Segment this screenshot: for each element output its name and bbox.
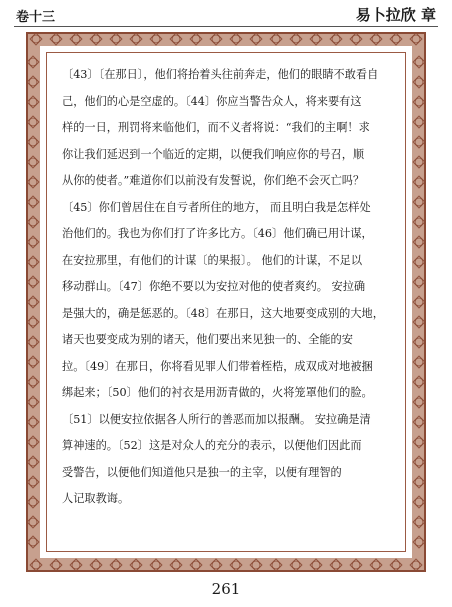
frame-ornament-motif xyxy=(413,216,425,228)
frame-ornament-motif xyxy=(27,116,39,128)
frame-ornament-motif xyxy=(415,278,423,286)
frame-ornament-motif xyxy=(292,35,300,43)
frame-ornament-motif xyxy=(413,296,425,308)
frame-ornament-motif xyxy=(190,559,202,571)
frame-ornament-motif xyxy=(352,561,360,569)
frame-ornament-motif xyxy=(29,518,37,526)
frame-ornament-motif xyxy=(27,536,39,548)
text-line: 诸天也要变成为别的诸天，他们要出来见独一的、全能的安 xyxy=(62,333,353,346)
frame-ornament-motif xyxy=(413,516,425,528)
frame-ornament-motif xyxy=(110,33,122,45)
frame-ornament-motif xyxy=(413,76,425,88)
frame-ornament-motif xyxy=(27,436,39,448)
frame-ornament-motif xyxy=(29,138,37,146)
frame-ornament-motif xyxy=(413,276,425,288)
frame-ornament-motif xyxy=(29,358,37,366)
frame-ornament-motif xyxy=(415,138,423,146)
frame-ornament-motif xyxy=(192,561,200,569)
frame-ornament-motif xyxy=(172,561,180,569)
frame-ornament-motif xyxy=(413,496,425,508)
frame-ornament-motif xyxy=(272,561,280,569)
frame-ornament-motif xyxy=(170,559,182,571)
frame-ornament-motif xyxy=(27,136,39,148)
frame-ornament-motif xyxy=(392,35,400,43)
frame-ornament-motif xyxy=(415,258,423,266)
frame-ornament-motif xyxy=(29,498,37,506)
frame-ornament-motif xyxy=(252,35,260,43)
frame-ornament-motif xyxy=(50,33,62,45)
frame-ornament-motif xyxy=(413,236,425,248)
frame-ornament-motif xyxy=(52,561,60,569)
frame-ornament-motif xyxy=(290,33,302,45)
frame-ornament-motif xyxy=(230,559,242,571)
frame-ornament-motif xyxy=(152,561,160,569)
frame-ornament-motif xyxy=(413,116,425,128)
frame-ornament-motif xyxy=(27,456,39,468)
frame-ornament-motif xyxy=(330,33,342,45)
frame-ornament-motif xyxy=(190,33,202,45)
page-body-text xyxy=(62,62,392,513)
frame-ornament-motif xyxy=(415,178,423,186)
frame-ornament-motif xyxy=(250,559,262,571)
frame-ornament-motif xyxy=(415,238,423,246)
frame-ornament-motif xyxy=(27,296,39,308)
frame-ornament-motif xyxy=(415,318,423,326)
frame-ornament-motif xyxy=(413,456,425,468)
frame-ornament-motif xyxy=(27,516,39,528)
text-line: 在安拉那里，有他们的计谋〔的果报〕。 他们的计谋，不足以 xyxy=(62,253,363,267)
frame-ornament-motif xyxy=(250,33,262,45)
frame-ornament-motif xyxy=(29,458,37,466)
frame-ornament-motif xyxy=(27,416,39,428)
frame-ornament-motif xyxy=(330,559,342,571)
frame-ornament-motif xyxy=(92,561,100,569)
frame-ornament-motif xyxy=(390,33,402,45)
frame-ornament-motif xyxy=(27,376,39,388)
frame-ornament-motif xyxy=(415,518,423,526)
frame-ornament-motif xyxy=(415,398,423,406)
frame-ornament-motif xyxy=(372,35,380,43)
frame-ornament-motif xyxy=(390,559,402,571)
frame-ornament-motif xyxy=(27,336,39,348)
frame-ornament-motif xyxy=(27,236,39,248)
frame-ornament-motif xyxy=(352,35,360,43)
frame-ornament-motif xyxy=(130,33,142,45)
frame-ornament-motif xyxy=(415,78,423,86)
text-line: 治他们的。我也为你们打了许多比方。〔46〕他们确已用计谋， xyxy=(62,227,373,240)
text-line: 拉。〔49〕在那日，你将看见罪人们带着桎梏，成双成对地被捆 xyxy=(62,359,373,373)
frame-ornament-motif xyxy=(30,559,42,571)
frame-ornament-motif xyxy=(232,561,240,569)
frame-ornament-motif xyxy=(310,559,322,571)
frame-ornament-motif xyxy=(392,561,400,569)
frame-ornament-motif xyxy=(52,35,60,43)
frame-ornament-motif xyxy=(370,559,382,571)
frame-ornament-motif xyxy=(112,35,120,43)
frame-ornament-motif xyxy=(29,78,37,86)
frame-ornament-motif xyxy=(27,496,39,508)
frame-ornament-motif xyxy=(29,378,37,386)
frame-ornament-motif xyxy=(413,356,425,368)
frame-ornament-motif xyxy=(29,258,37,266)
frame-ornament-motif xyxy=(27,76,39,88)
header-title: 易卜拉欣 章 xyxy=(355,6,436,24)
frame-ornament-motif xyxy=(29,58,37,66)
frame-ornament-motif xyxy=(413,96,425,108)
frame-ornament-motif xyxy=(110,559,122,571)
frame-ornament-motif xyxy=(412,561,420,569)
frame-ornament-motif xyxy=(413,396,425,408)
text-line: 己，他们的心是空虚的。〔44〕你应当警告众人，将来要有这 xyxy=(62,94,362,108)
frame-ornament-motif xyxy=(210,33,222,45)
frame-ornament-motif xyxy=(210,559,222,571)
frame-ornament-motif xyxy=(27,96,39,108)
frame-ornament-motif xyxy=(29,338,37,346)
frame-ornament-motif xyxy=(27,216,39,228)
frame-ornament-motif xyxy=(415,358,423,366)
frame-ornament-motif xyxy=(212,561,220,569)
text-line: 〔51〕以便安拉依据各人所行的善恶而加以报酬。 安拉确是清 xyxy=(62,412,371,426)
frame-ornament-motif xyxy=(72,561,80,569)
text-line: 样的一日，刑罚将来临他们，而不义者将说：“我们的主啊！求 xyxy=(62,121,370,134)
frame-ornament-motif xyxy=(310,33,322,45)
frame-ornament-motif xyxy=(29,238,37,246)
frame-ornament-motif xyxy=(29,218,37,226)
header-rule xyxy=(14,26,438,27)
frame-ornament-motif xyxy=(413,336,425,348)
frame-ornament-motif xyxy=(413,416,425,428)
text-line: 算神速的。〔52〕这是对众人的充分的表示，以便他们因此而 xyxy=(62,439,362,452)
frame-ornament-motif xyxy=(415,538,423,546)
frame-ornament-motif xyxy=(132,561,140,569)
frame-ornament-motif xyxy=(332,561,340,569)
frame-ornament-motif xyxy=(32,35,40,43)
frame-ornament-motif xyxy=(370,33,382,45)
frame-ornament-motif xyxy=(415,438,423,446)
frame-ornament-motif xyxy=(415,198,423,206)
frame-ornament-motif xyxy=(29,478,37,486)
frame-ornament-motif xyxy=(415,338,423,346)
frame-ornament-motif xyxy=(92,35,100,43)
frame-ornament-motif xyxy=(292,561,300,569)
frame-ornament-motif xyxy=(230,33,242,45)
frame-ornament-motif xyxy=(27,316,39,328)
frame-ornament-motif xyxy=(29,158,37,166)
frame-ornament-motif xyxy=(413,196,425,208)
frame-ornament-motif xyxy=(415,298,423,306)
text-line: 〔45〕你们曾居住在自亏者所住的地方， 而且明白我是怎样处 xyxy=(62,200,371,214)
frame-ornament-motif xyxy=(130,559,142,571)
frame-ornament-motif xyxy=(212,35,220,43)
frame-ornament-motif xyxy=(413,536,425,548)
text-line: 人记取教诲。 xyxy=(62,492,130,505)
frame-ornament-motif xyxy=(27,156,39,168)
frame-ornament-motif xyxy=(413,376,425,388)
frame-ornament-motif xyxy=(413,176,425,188)
frame-ornament-motif xyxy=(413,436,425,448)
frame-ornament-motif xyxy=(252,561,260,569)
frame-ornament-motif xyxy=(413,56,425,68)
header-chapter: 卷十三 xyxy=(16,10,56,25)
frame-ornament-motif xyxy=(412,35,420,43)
text-line: 〔43〕〔在那日〕，他们将抬着头往前奔走，他们的眼睛不敢看自 xyxy=(62,68,379,81)
frame-ornament-motif xyxy=(30,33,42,45)
frame-ornament-motif xyxy=(312,561,320,569)
text-line: 绑起来；〔50〕他们的衬衣是用沥青做的，火将笼罩他们的脸。 xyxy=(62,386,373,399)
frame-ornament-motif xyxy=(413,156,425,168)
frame-ornament-motif xyxy=(192,35,200,43)
text-line: 受警告，以便他们知道他只是独一的主宰，以便有理智的 xyxy=(62,465,342,479)
frame-ornament-motif xyxy=(415,98,423,106)
frame-ornament-motif xyxy=(410,559,422,571)
frame-ornament-motif xyxy=(27,176,39,188)
frame-ornament-motif xyxy=(27,356,39,368)
frame-ornament-motif xyxy=(50,559,62,571)
frame-ornament-motif xyxy=(170,33,182,45)
frame-ornament-motif xyxy=(27,196,39,208)
frame-ornament-motif xyxy=(272,35,280,43)
frame-ornament-motif xyxy=(270,559,282,571)
frame-ornament-motif xyxy=(415,378,423,386)
frame-ornament-motif xyxy=(27,256,39,268)
frame-ornament-motif xyxy=(29,118,37,126)
frame-ornament-motif xyxy=(27,56,39,68)
frame-ornament-motif xyxy=(410,33,422,45)
frame-ornament-motif xyxy=(413,256,425,268)
frame-ornament-motif xyxy=(29,438,37,446)
frame-ornament-motif xyxy=(172,35,180,43)
frame-ornament-motif xyxy=(27,476,39,488)
frame-ornament-motif xyxy=(70,559,82,571)
frame-ornament-motif xyxy=(350,559,362,571)
frame-ornament-motif xyxy=(72,35,80,43)
frame-ornament-motif xyxy=(29,98,37,106)
frame-ornament-motif xyxy=(413,136,425,148)
text-line: 移动群山。〔47〕你绝不要以为安拉对他的使者爽约。 安拉确 xyxy=(62,280,366,293)
frame-ornament-motif xyxy=(415,218,423,226)
frame-ornament-motif xyxy=(415,118,423,126)
frame-ornament-motif xyxy=(27,396,39,408)
frame-ornament-motif xyxy=(415,478,423,486)
frame-ornament-motif xyxy=(150,33,162,45)
frame-ornament-motif xyxy=(29,178,37,186)
frame-ornament-motif xyxy=(29,418,37,426)
frame-ornament-motif xyxy=(70,33,82,45)
frame-ornament-motif xyxy=(112,561,120,569)
frame-ornament-motif xyxy=(32,561,40,569)
frame-ornament-motif xyxy=(29,398,37,406)
frame-ornament-motif xyxy=(29,538,37,546)
frame-ornament-motif xyxy=(152,35,160,43)
frame-ornament-motif xyxy=(413,476,425,488)
frame-ornament-motif xyxy=(415,498,423,506)
frame-ornament-motif xyxy=(90,559,102,571)
frame-ornament-motif xyxy=(29,318,37,326)
text-line: 是强大的，确是惩恶的。〔48〕在那日，这大地要变成别的大地， xyxy=(62,306,384,320)
frame-ornament-motif xyxy=(332,35,340,43)
frame-ornament-motif xyxy=(350,33,362,45)
frame-ornament-motif xyxy=(415,418,423,426)
frame-ornament-motif xyxy=(270,33,282,45)
frame-ornament-motif xyxy=(290,559,302,571)
frame-ornament-motif xyxy=(132,35,140,43)
frame-ornament-motif xyxy=(413,316,425,328)
frame-ornament-motif xyxy=(29,278,37,286)
frame-ornament-motif xyxy=(312,35,320,43)
page-number: 261 xyxy=(211,580,241,598)
frame-ornament-motif xyxy=(29,298,37,306)
frame-ornament-motif xyxy=(27,276,39,288)
frame-ornament-motif xyxy=(150,559,162,571)
frame-ornament-motif xyxy=(415,58,423,66)
frame-ornament-motif xyxy=(90,33,102,45)
text-line: 你让我们延迟到一个临近的定期，以便我们响应你的号召，顺 xyxy=(62,147,365,161)
frame-ornament-motif xyxy=(415,158,423,166)
frame-ornament-motif xyxy=(232,35,240,43)
frame-ornament-motif xyxy=(415,458,423,466)
text-line: 从你的使者。”难道你们以前没有发誓说，你们绝不会灭亡吗？ xyxy=(62,174,365,187)
frame-ornament-motif xyxy=(372,561,380,569)
frame-ornament-motif xyxy=(29,198,37,206)
